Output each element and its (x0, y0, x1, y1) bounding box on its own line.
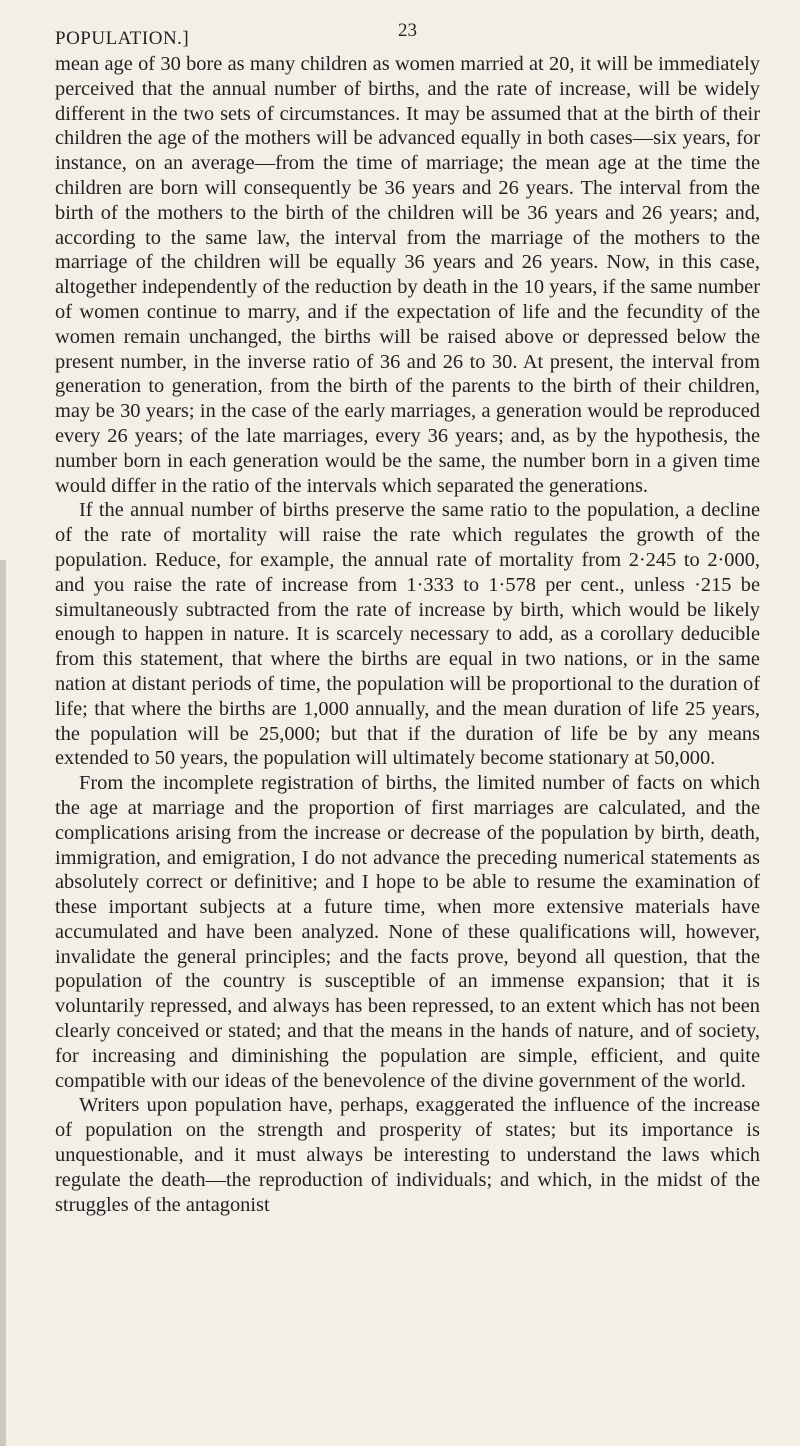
page-edge-shadow (0, 560, 6, 1446)
paragraph-4: Writers upon population have, perhaps, exaggerated the influence of the increase of population on the strength and prosperity of states; but its importance is unquestionable, and it must always be interesting to understand the laws which regulate the death—the reproduction of individuals; and which, in the midst of the struggles of the antagonist (55, 1094, 760, 1216)
page-number: 23 (398, 20, 417, 41)
paragraph-3: From the incomplete registration of births, the limited number of facts on which the age at marriage and the proportion of first marriages are calculated, and the complications arising from the increase or decrease of the population by birth, death, immigration, and emigration, I do not advance the preceding numerical statements as absolutely correct or definitive; and I hope to be able to resume the examination of these important subjects at a future time, when more extensive materials have accumulated and have been analyzed. None of these qualifications will, however, invalidate the general principles; and the facts prove, beyond all question, that the population of the country is susceptible of an immense expansion; that it is voluntarily repressed, and always has been repressed, to an extent which has not been clearly conceived or stated; and that the means in the hands of nature, and of society, for increasing and diminishing the population are simple, efficient, and quite compatible with our ideas of the benevolence of the divine government of the world. (55, 772, 760, 1092)
paragraph-1: mean age of 30 bore as many children as women married at 20, it will be immediately perceived that the annual number of births, and the rate of increase, will be widely different in the two sets of circumstances. It may be assumed that at the birth of their children the age of the mothers will be advanced equally in both cases—six years, for instance, on an average—from the time of marriage; the mean age at the time the children are born will consequently be 36 years and 26 years. The interval from the birth of the mothers to the birth of the children will be 36 years and 26 years; and, according to the same law, the interval from the marriage of the mothers to the marriage of the children will be equally 36 years and 26 years. Now, in this case, altogether independently of the reduction by death in the 10 years, if the same number of women continue to marry, and if the expectation of life and the fecundity of the women remain unchanged, the births will be raised above or depressed below the present number, in the inverse ratio of 36 and 26 to 30. At present, the interval from generation to generation, from the birth of the parents to the birth of their children, may be 30 years; in the case of the early marriages, a generation would be reproduced every 26 years; of the late marriages, every 36 years; and, as by the hypothesis, the number born in each generation would be the same, the number born in a given time would differ in the ratio of the intervals which separated the generations. (55, 53, 760, 497)
paragraph-2: If the annual number of births preserve the same ratio to the population, a decline of the rate of mortality will raise the rate which regulates the growth of the population. Reduce, for example, the annual rate of mortality from 2·245 to 2·000, and you raise the rate of increase from 1·333 to 1·578 per cent., unless ·215 be simultaneously subtracted from the rate of increase by birth, which would be likely enough to happen in nature. It is scarcely necessary to add, as a corollary deducible from this statement, that where the births are equal in two nations, or in the same nation at distant periods of time, the population will be proportional to the duration of life; that where the births are 1,000 annually, and the mean duration of life 25 years, the population will be 25,000; but that if the duration of life be by any means extended to 50 years, the population will ultimately become stationary at 50,000. (55, 499, 760, 770)
page-header (55, 16, 760, 52)
running-head: POPULATION.] (55, 28, 190, 49)
body-text (55, 52, 760, 1217)
